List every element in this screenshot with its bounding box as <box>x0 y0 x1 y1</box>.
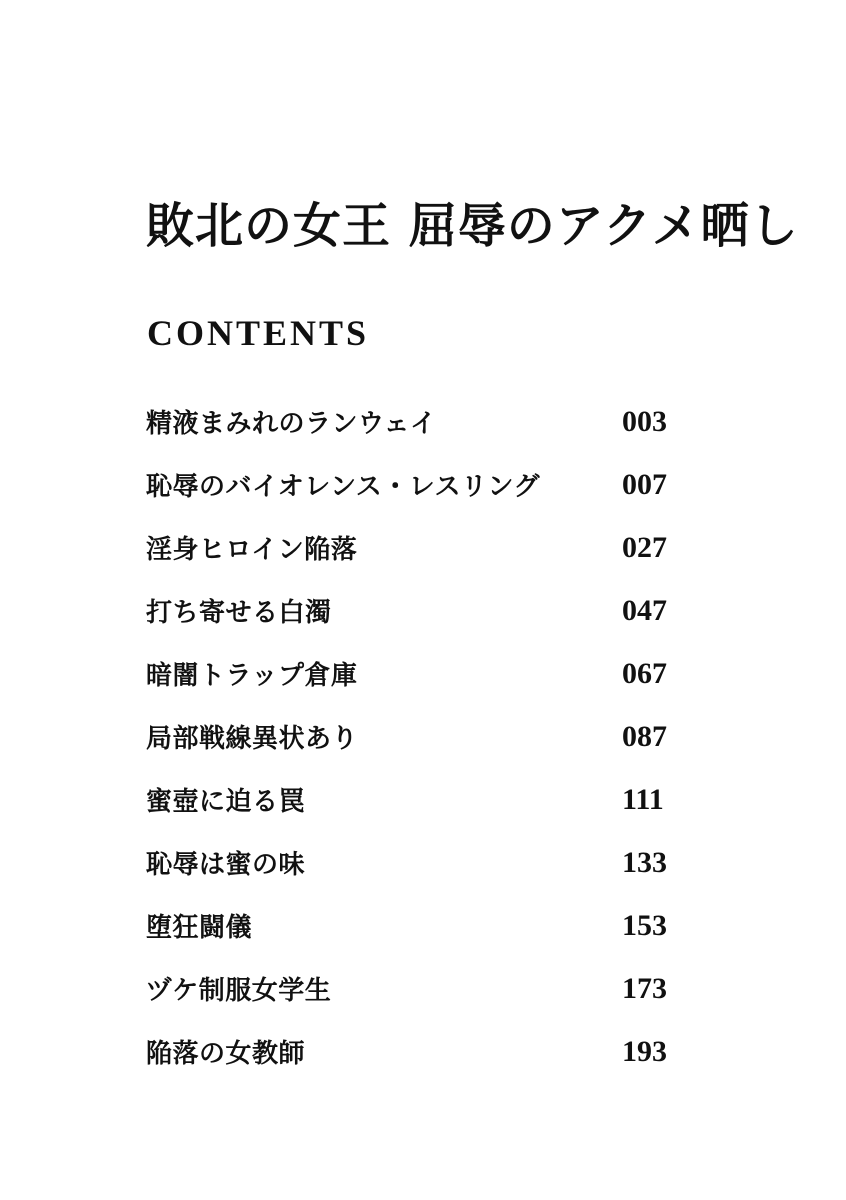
toc-entry-title: 恥辱のバイオレンス・レスリング <box>146 472 540 502</box>
toc-entry[interactable] <box>146 1020 686 1083</box>
book-title: 敗北の女王 屈辱のアクメ晒し <box>146 198 799 254</box>
contents-heading: CONTENTS <box>147 313 370 353</box>
toc-entry[interactable] <box>146 642 686 705</box>
toc-entry[interactable] <box>146 516 686 579</box>
toc-entry[interactable] <box>146 894 686 957</box>
toc-entry-page: 133 <box>622 845 667 879</box>
toc-entry[interactable] <box>146 579 686 642</box>
toc-entry-page: 047 <box>622 593 667 627</box>
toc-entry-page: 027 <box>622 530 667 564</box>
toc-entry-page: 087 <box>622 719 667 753</box>
table-of-contents <box>146 390 686 1083</box>
toc-entry-title: 堕狂闘儀 <box>146 913 253 943</box>
toc-entry-title: 蜜壺に迫る罠 <box>146 787 306 817</box>
toc-entry[interactable] <box>146 390 686 453</box>
toc-entry-title: ヅケ制服女学生 <box>146 976 332 1006</box>
toc-entry[interactable] <box>146 957 686 1020</box>
toc-entry[interactable] <box>146 705 686 768</box>
toc-entry[interactable] <box>146 453 686 516</box>
toc-entry-title: 恥辱は蜜の味 <box>146 850 306 880</box>
toc-entry-page: 067 <box>622 656 667 690</box>
toc-entry-page: 153 <box>622 908 667 942</box>
toc-entry-page: 003 <box>622 404 667 438</box>
toc-entry-title: 精液まみれのランウェイ <box>146 409 437 439</box>
toc-entry-page: 007 <box>622 467 667 501</box>
toc-entry-page: 173 <box>622 971 667 1005</box>
toc-entry-title: 暗闇トラップ倉庫 <box>146 661 358 691</box>
toc-entry-title: 打ち寄せる白濁 <box>146 598 332 628</box>
toc-entry[interactable] <box>146 831 686 894</box>
toc-entry-title: 陥落の女教師 <box>146 1039 306 1069</box>
toc-entry-title: 局部戦線異状あり <box>146 724 359 754</box>
toc-entry-title: 淫身ヒロイン陥落 <box>146 535 358 565</box>
toc-entry[interactable] <box>146 768 686 831</box>
toc-entry-page: 193 <box>622 1034 667 1068</box>
toc-entry-page: 111 <box>622 782 664 816</box>
